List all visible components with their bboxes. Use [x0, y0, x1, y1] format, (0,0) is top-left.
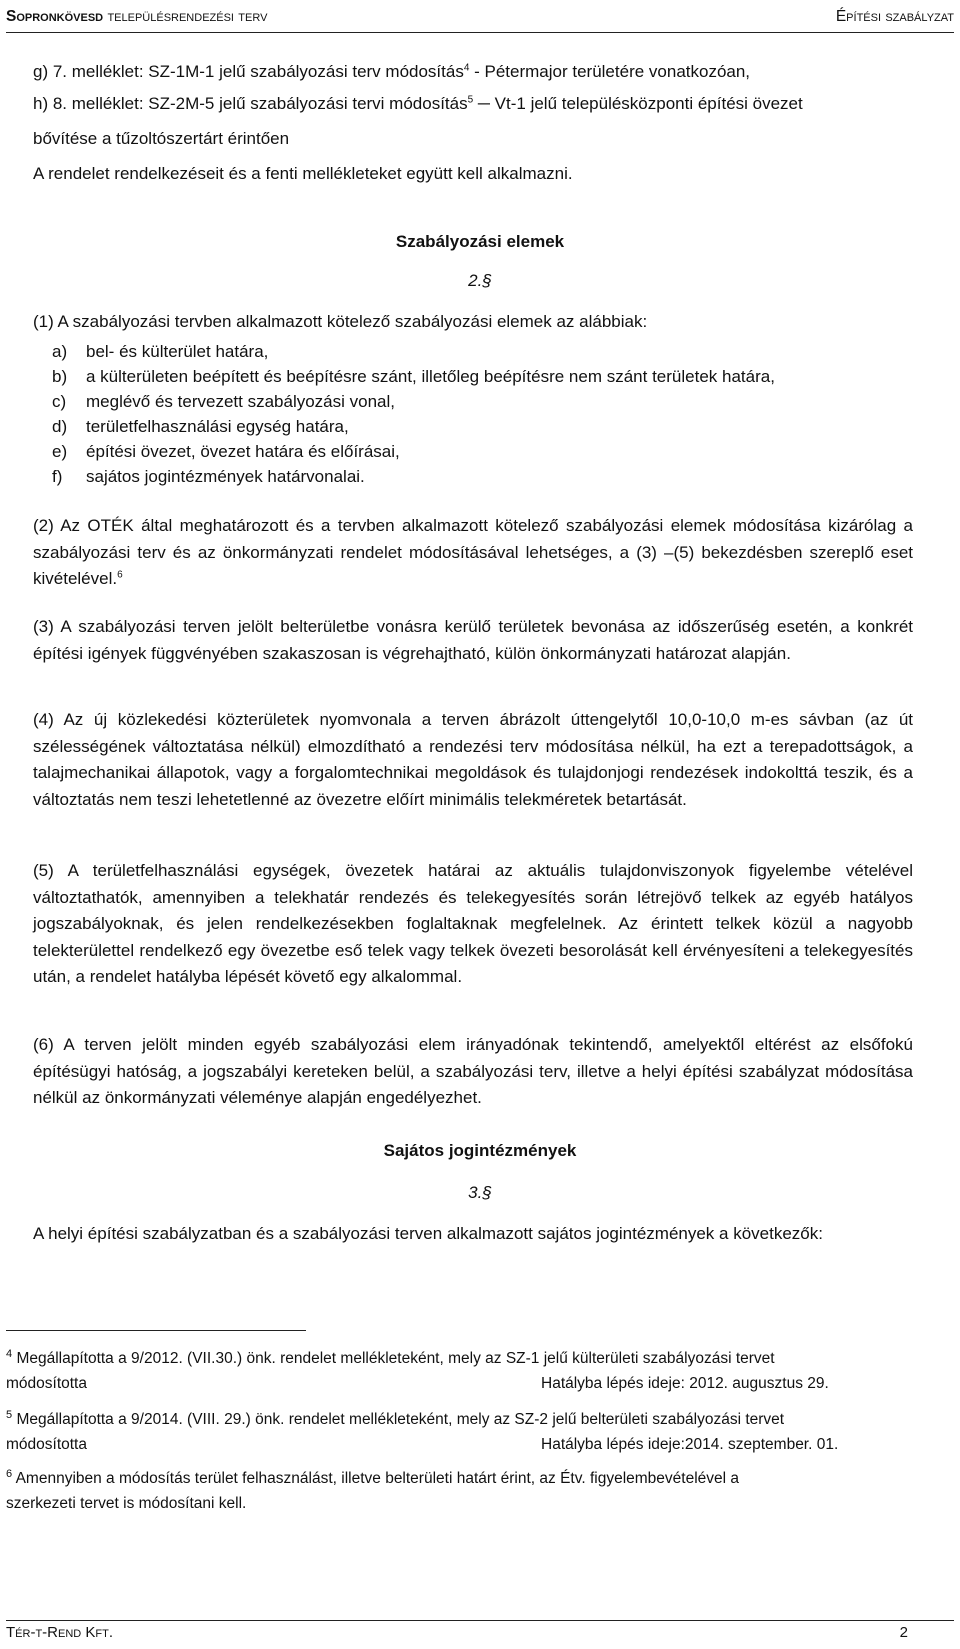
list-item: c) meglévő és tervezett szabályozási vonal,: [52, 392, 395, 411]
page-number: 2: [899, 1624, 908, 1641]
footnote-ref-4[interactable]: 4: [463, 62, 470, 74]
page-header: [6, 8, 954, 30]
footnote-ref-6[interactable]: 6: [117, 569, 123, 581]
section2-paragraph-4: (4) Az új közlekedési közterületek nyomvonala a terven ábrázolt úttengelytől 10,0-10,0 m-es sávban (az út szélességének változtatása nélkül) elmozdítható a rendezési terv módosítása nélkül, ha ezt a terepadottságok, a talajmechanikai állapotok, vagy a forgalomtechnikai megoldások és tulajdonjogi rendezések indokolttá teszik, és a változtatás nem teszi lehetetlenné az övezetre előírt minimális telekméretek betartását.: [33, 710, 913, 809]
list-item: e) építési övezet, övezet határa és előírásai,: [52, 442, 400, 461]
footer-rule: [6, 1620, 954, 1621]
header-rule: [6, 32, 954, 33]
list-item: b) a külterületen beépített és beépítésre szánt, illetőleg beépítésre nem szánt területek határa,: [52, 367, 775, 386]
section2-paragraph-5: (5) A területfelhasználási egységek, övezetek határai az aktuális tulajdonviszonyok figyelembe vételével változtathatók, amennyiben a telekhatár rendezés és telekegyesítés során létrejövő telkek az egyéb hatályos jogszabályoknak, és jelen rendelkezésekben foglaltaknak megfelelnek. Az érintett telkek közül a nagyobb telekterülettel rendelkező egy övezetbe eső telek vagy telkek övezeti besorolását kell érvényesíteni a telekegyesítés után, a rendelet hatályba lépését követő egy alkalommal.: [33, 861, 913, 986]
header-title: [6, 8, 267, 26]
footnote-ref-5[interactable]: 5: [467, 94, 474, 106]
header-right: Építési szabályzat: [835, 8, 954, 25]
section3-title: Sajátos jogintézmények: [383, 1141, 577, 1160]
section2-p1-intro: (1) A szabályozási tervben alkalmazott kötelező szabályozási elemek az alábbiak:: [33, 312, 648, 331]
header-place: Sopronkövesd: [6, 8, 104, 25]
intro-item-h-cont: bővítése a tűzoltószertárt érintően: [33, 129, 290, 148]
intro-apply-text: A rendelet rendelkezéseit és a fenti mellékleteket együtt kell alkalmazni.: [33, 164, 573, 183]
footnote-5: $^5$ Megállapította a 9/2014. (VIII. 29.) önk. rendelet mellékleteként, mely az SZ-2 jelű belterületi szabályozási tervet módosította Hatályba lépés ideje:2014. szeptember. 01.: [6, 1408, 839, 1453]
footnote-separator: [6, 1330, 306, 1331]
intro-item-h: h) 8. melléklet: SZ-2M-5 jelű szabályozási tervi módosítás$^5$ ─ Vt-1 jelű településközponti építési övezet: [33, 94, 803, 113]
list-item: d) területfelhasználási egység határa,: [52, 417, 349, 436]
list-item: a) bel- és külterület határa,: [52, 342, 269, 361]
section3-paragraph-1: A helyi építési szabályzatban és a szabályozási terven alkalmazott sajátos jogintézmények a következők:: [33, 1224, 823, 1243]
section3-number: 3.§: [468, 1183, 492, 1202]
section2-title: Szabályozási elemek: [395, 232, 565, 251]
header-plan: településrendezési terv: [103, 8, 268, 25]
intro-item-g: g) 7. melléklet: SZ-1M-1 jelű szabályozási terv módosítás$^4$ - Pétermajor területére vonatkozóan,: [33, 62, 751, 81]
footer-company: Tér-t-Rend Kft.: [6, 1624, 113, 1641]
section2-paragraph-2: (2) Az OTÉK által meghatározott és a tervben alkalmazott kötelező szabályozási elemek módosítása kizárólag a szabályozási terv és az önkormányzati rendelet módosításával lehetséges, a (3) –(5) bekezdésben szereplő eset kivételével.$^6$: [33, 516, 913, 588]
list-item: f) sajátos jogintézmények határvonalai.: [52, 467, 365, 486]
section2-item-list: [52, 339, 775, 489]
footnote-6: $^6$ Amennyiben a módosítás terület felhasználást, illetve belterületi határt érint, az Étv. figyelembevételével a szerkezeti tervet is módosítani kell.: [6, 1467, 740, 1512]
section2-number: 2.§: [468, 271, 492, 290]
section2-paragraph-3: (3) A szabályozási terven jelölt belterületbe vonásra kerülő területek bevonása az időszerűség esetén, a konkrét építési igények függvényében szakaszosan is végrehajtható, külön önkormányzati határozat alapján.: [33, 617, 913, 663]
footnote-4: $^4$ Megállapította a 9/2012. (VII.30.) önk. rendelet mellékleteként, mely az SZ-1 jelű külterületi szabályozási tervet módosította Hatályba lépés ideje: 2012. augusztus 29.: [6, 1347, 829, 1392]
section2-paragraph-6: (6) A terven jelölt minden egyéb szabályozási elem irányadónak tekintendő, amelyektől eltérést az elsőfokú építésügyi hatóság, a jogszabályi kereteken belül, a szabályozási terv, illetve a helyi építési szabályzat módosítása nélkül az önkormányzati véleménye alapján engedélyezhet.: [33, 1035, 913, 1107]
